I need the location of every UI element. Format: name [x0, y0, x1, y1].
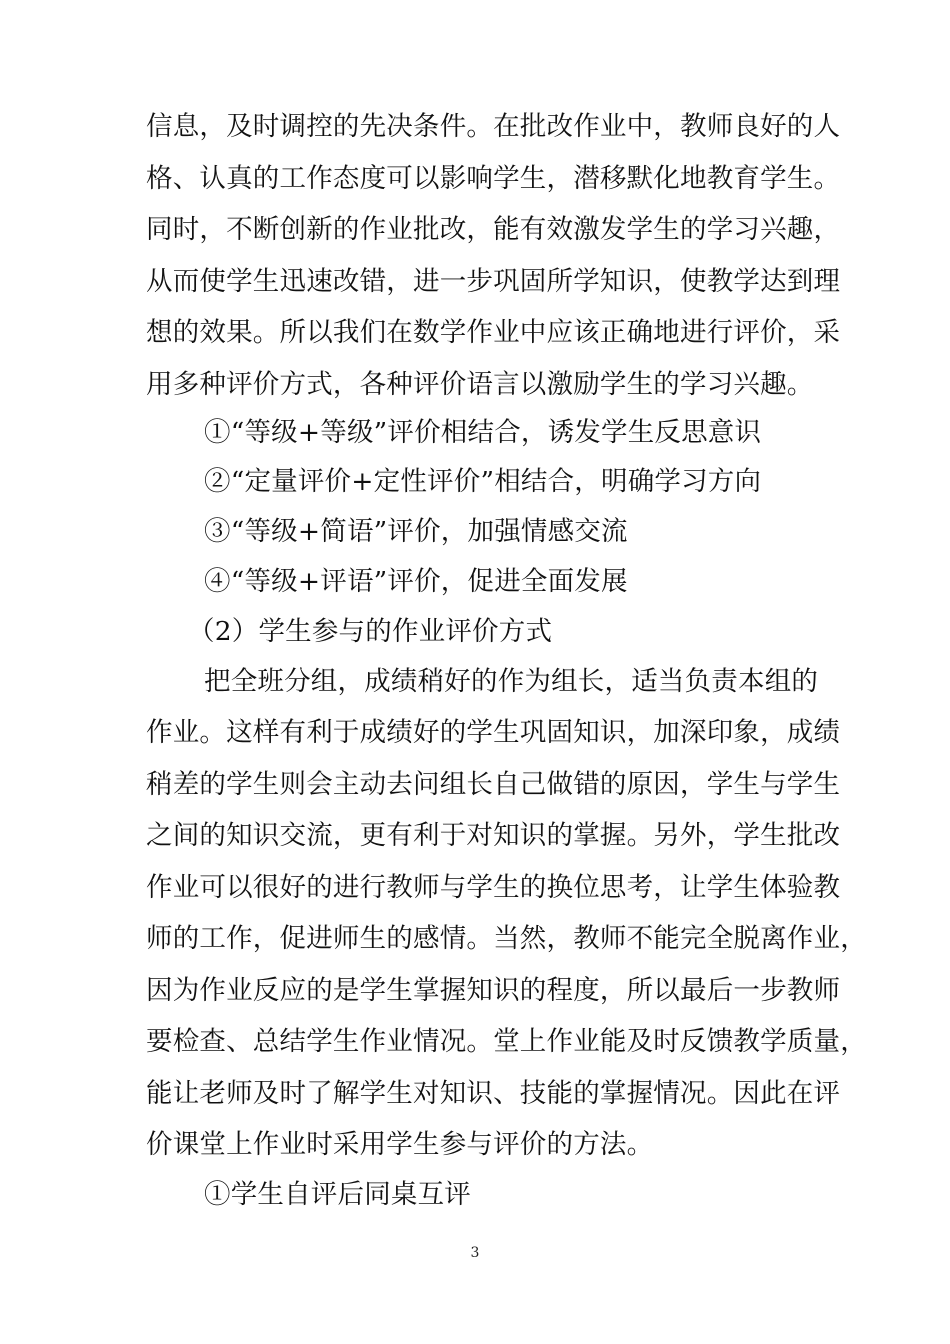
paragraph-1-line: 信息，及时调控的先决条件。在批改作业中，教师良好的人 [146, 111, 841, 142]
paragraph-2-line: 要检查、总结学生作业情况。堂上作业能及时反馈教学质量， [146, 1026, 867, 1057]
list-item: ②“定量评价+定性评价”相结合，明确学习方向 [204, 466, 762, 497]
paragraph-2-line: 能让老师及时了解学生对知识、技能的掌握情况。因此在评 [146, 1078, 841, 1109]
paragraph-2-line: 之间的知识交流，更有利于对知识的掌握。另外，学生批改 [146, 820, 841, 851]
page-number: 3 [470, 1245, 480, 1261]
paragraph-1-line: 同时，不断创新的作业批改，能有效激发学生的学习兴趣， [146, 214, 841, 245]
paragraph-2-line: 稍差的学生则会主动去问组长自己做错的原因，学生与学生 [146, 769, 841, 800]
paragraph-2-line: 把全班分组，成绩稍好的作为组长，适当负责本组的 [204, 666, 819, 697]
list-item: ④“等级+评语”评价，促进全面发展 [204, 566, 628, 597]
paragraph-1-line: 用多种评价方式，各种评价语言以激励学生的学习兴趣。 [146, 369, 814, 400]
paragraph-1-line: 想的效果。所以我们在数学作业中应该正确地进行评价，采 [146, 317, 841, 348]
paragraph-1-line: 格、认真的工作态度可以影响学生，潜移默化地教育学生。 [146, 163, 841, 194]
paragraph-2-line: 作业。这样有利于成绩好的学生巩固知识，加深印象，成绩 [146, 717, 841, 748]
list-item: ③“等级+简语”评价，加强情感交流 [204, 516, 628, 547]
paragraph-2-line: 作业可以很好的进行教师与学生的换位思考，让学生体验教 [146, 872, 841, 903]
paragraph-2-line: 因为作业反应的是学生掌握知识的程度，所以最后一步教师 [146, 975, 841, 1006]
paragraph-1-line: 从而使学生迅速改错，进一步巩固所学知识，使教学达到理 [146, 266, 841, 297]
paragraph-2-line: 师的工作，促进师生的感情。当然，教师不能完全脱离作业， [146, 923, 867, 954]
paragraph-2-line: 价课堂上作业时采用学生参与评价的方法。 [146, 1129, 654, 1160]
section-heading: （2）学生参与的作业评价方式 [188, 616, 553, 647]
list-item: ①“等级+等级”评价相结合，诱发学生反思意识 [204, 417, 762, 448]
sub-item: ①学生自评后同桌互评 [204, 1179, 471, 1210]
